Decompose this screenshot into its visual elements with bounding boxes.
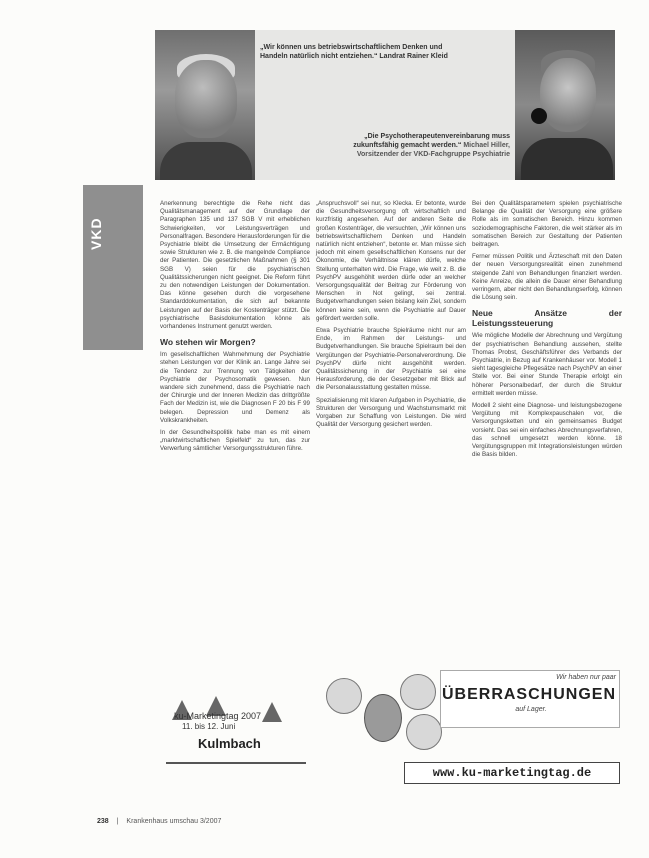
- page-footer: [97, 818, 221, 825]
- section-tab: [83, 185, 143, 350]
- subheading: Neue Ansätze der Leistungssteuerung: [472, 308, 622, 329]
- footer-separator: |: [116, 818, 119, 825]
- advertisement[interactable]: [160, 666, 620, 796]
- ad-event-date: 11. bis 12. Juni: [182, 722, 236, 731]
- portrait-photo-left: [155, 30, 255, 180]
- paragraph: Modell 2 sieht eine Diagnose- und leistungsbezogene Vergütung mit Komplexpauschalen vor, die Versorgungsketten und ein gemeinsames Budget vorsieht. Das sei ein einfaches Abrechnungsverfahren, das schnell umgesetzt werden könne. 18 Vergütungsgruppen mit Integrationsleistungen würden die Basis bilden.: [472, 402, 622, 459]
- pull-quote-2: [320, 132, 510, 159]
- paragraph: „Anspruchsvoll“ sei nur, so Klecka. Er betonte, wurde die Gesundheitsversorgung oft wirtschaftlich und kurzfristig angesehen. Auf der anderen Seite die großen Kostenträger, die versuchten, „Wir können uns betriebswirtschaftlichem Denken und Handeln natürlich nicht entziehen“, betonte er. Man müsse sich jedoch mit einem gesellschaftlichen Konsens nur der Ökonomie, die Verhältnisse klären dürfe, welche Stellung unterhalten wird. Die Frage, wie weit z. B. die PsychPV ausgehöhlt werden dürfe oder an welcher Versorgungsqualität der Beitrag zur Förderung von Menschen in Not gelingt, sei zentral. Budgetverhandlungen seien bislang kein Ziel, sondern können keine sein, wenn die Psychiatrie auf Dauer gefördert werden solle.: [316, 200, 466, 322]
- ad-url-link[interactable]: www.ku-marketingtag.de: [404, 762, 620, 784]
- page-number: 238: [97, 818, 109, 825]
- article-column-2: [316, 200, 466, 433]
- article-column-1: [160, 200, 310, 458]
- pull-quote-2-text: „Die Psychotherapeutenvereinbarung muss zukunftsfähig gemacht werden.“: [353, 133, 510, 149]
- section-tab-label: VKD: [88, 217, 104, 250]
- publication-name: Krankenhaus umschau 3/2007: [126, 818, 222, 825]
- mascot-illustration: [320, 674, 440, 754]
- paragraph: Wie mögliche Modelle der Abrechnung und Vergütung der psychiatrischen Behandlung aussehen, stellte Thomas Probst, Geschäftsführer des Verbands der Psychiatrie, in Bezug auf Krankenhäuser vor. Modell 1 sieht tagesgleiche Pflegesätze nach PsychPV an einer Stelle vor. Bei einer Stunde Therapie erfolgt ein höherer Personalbedarf, der durch die Struktur ermittelt werden müsse.: [472, 332, 622, 397]
- subheading: Wo stehen wir Morgen?: [160, 337, 256, 348]
- ad-event-title: ku-Marketingtag 2007: [174, 711, 262, 721]
- paragraph: Anerkennung berechtigte die Rehe nicht das Qualitätsmanagement auf der Grundlage der Paragraphen 135 und 137 SGB V mit erheblichen Schwierigkeiten, vor Leistungsverträgen und Personalfragen. Besondere Herausforderungen für die Psychiatrie bleibt die Umsetzung der Ermächtigung sowie Strukturen wie z. B. die mangelnde Compliance der Patienten. Die gesetzlichen Maßnahmen (§ 301 SGB V) seien für die psychiatrischen Qualitätssicherungen nicht geeignet. Die Reform führt zu den notwendigen Leistungen der Dokumentation. Das könne gesehen durch die vorgesehene Standarddokumentation, die sich auf bekannte Leistungen auf der Basis der Kostenträger stützt. Die psychiatrische Basisdokumentation könne als vorhandenes Instrument genutzt werden.: [160, 200, 310, 331]
- paragraph: Im gesellschaftlichen Wahrnehmung der Psychiatrie stehen Leistungen vor der Klinik an. Lange Jahre sei die Tendenz zur Trennung von Tätigkeiten der Psychiatrie der Psychosomatik gewesen. Nun wandere sich zunehmend, dass die Psychiatrie nach der Chirurgie und der Inneren Medizin das drittgrößte Fach der Medizin ist, wie die Diagnosen F 20 bis F 99 belegen. Depression und Demenz als Volkskrankheiten.: [160, 351, 310, 424]
- paragraph: In der Gesundheitspolitik habe man es mit einem „marktwirtschaftlichen Spielfeld“ zu tun, das zur Verwerfung sämtlicher Versorgungsstrukturen führe.: [160, 429, 310, 453]
- article-column-3: [472, 200, 622, 463]
- pull-quote-2-attribution: Michael Hiller, Vorsitzender der VKD-Fachgruppe Psychiatrie: [356, 142, 510, 158]
- microphone-icon: [531, 108, 547, 124]
- ad-top-line: Wir haben nur paar: [556, 674, 616, 681]
- ad-headline: ÜBERRASCHUNGEN: [441, 686, 616, 703]
- pull-quote-1: „Wir können uns betriebswirtschaftlichem Denken und Handeln natürlich nicht entziehen.“ Landrat Rainer Kleid: [260, 44, 448, 60]
- ad-sub-line: auf Lager.: [515, 706, 547, 713]
- portrait-photo-right: [515, 30, 615, 180]
- paragraph: Spezialisierung mit klaren Aufgaben in Psychiatrie, die Strukturen der Versorgung und Wachstumsmarkt mit Vorgaben zur Schaffung von Leistungen. Die wird Qualität der Versorgung gesichert werden.: [316, 396, 466, 429]
- paragraph: Ferner müssen Politik und Ärzteschaft mit den Daten der neuen Versorgungsrealität einen zunehmend steigende Zahl von Behandlungen finanziert werden. Keine Anreize, die allein die Dauer einer Behandlung verringern, aber nicht den Behandlungserfolg, können die Lösung sein.: [472, 253, 622, 302]
- paragraph: Etwa Psychiatrie brauche Spielräume nicht nur am Ende, im Rahmen der Leistungs- und Budgetverhandlungen. Sie brauche Spielraum bei den Vergütungen der Psychiatrie-Personalverordnung. Die PsychPV dürfe nicht ausgehöhlt werden. Qualitätssicherung in der Psychiatrie sei eine Herausforderung, die der Gesetzgeber mit Blick auf die Personalausstattung gestalten müsse.: [316, 327, 466, 392]
- paragraph: Bei den Qualitätsparametern spielen psychiatrische Belange die Qualität der Versorgung eine größere Rolle als im somatischen Bereich. Hinzu kommen soziodemographische Faktoren, die weit stärker als im somatischen Bereich zur Gestaltung der Patienten beitragen.: [472, 200, 622, 249]
- ad-event-city: Kulmbach: [198, 736, 261, 751]
